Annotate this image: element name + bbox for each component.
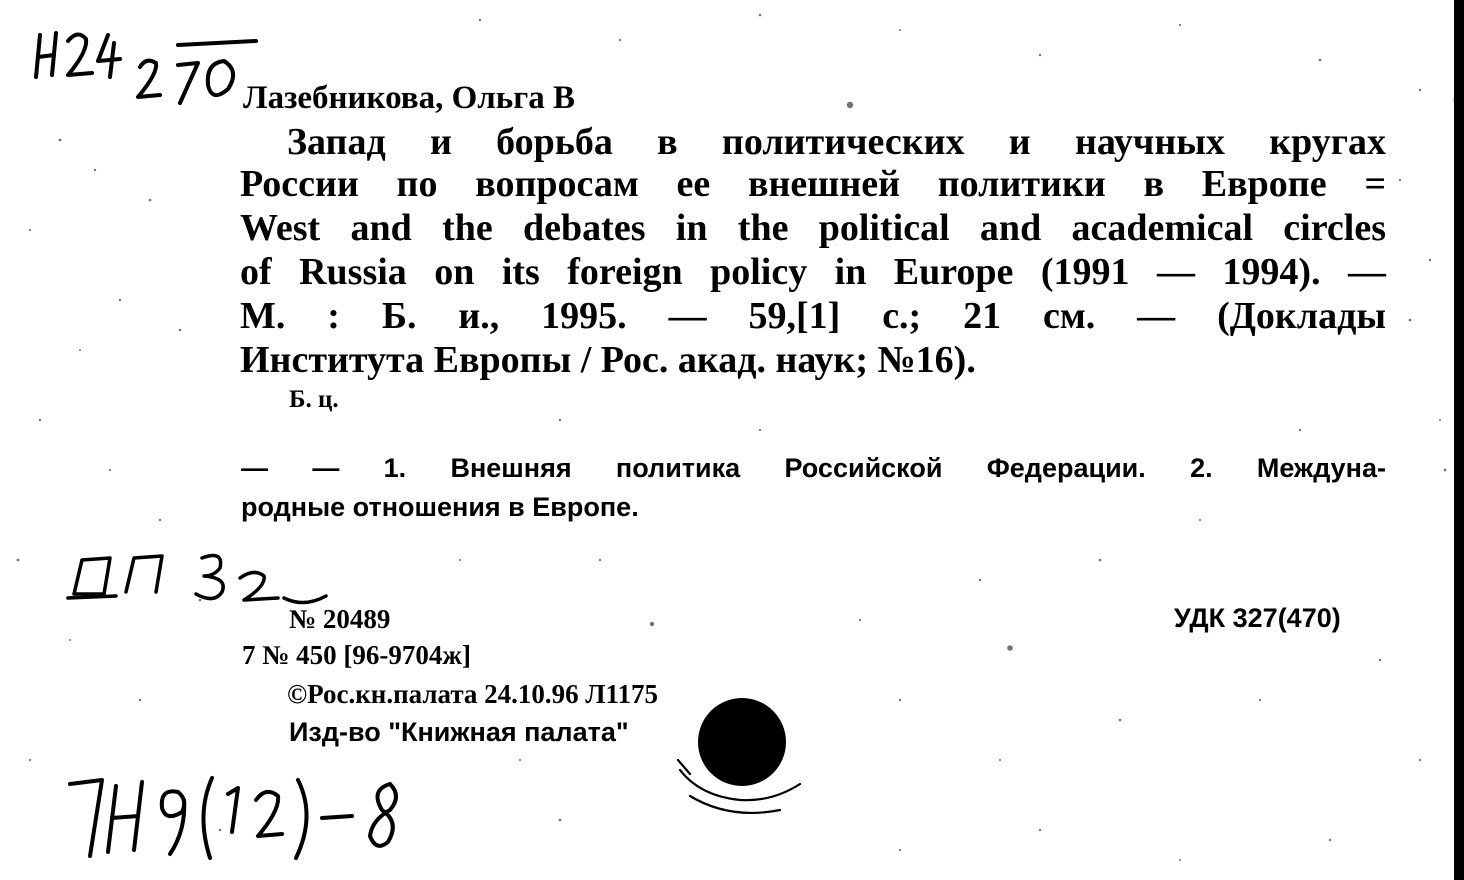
imprint-line: М. : Б. и., 1995. — 59,[1] с.; 21 см. — (Доклады <box>240 295 1386 337</box>
title-line-1: Запад и борьба в политических и научных кругах <box>287 121 1386 163</box>
handwritten-code-bottom <box>60 760 440 870</box>
series-line: Института Европы / Рос. акад. наук; №16). <box>240 339 976 381</box>
udk-code: УДК 327(470) <box>1174 603 1341 633</box>
card-edge-shadow <box>1454 0 1464 880</box>
author-heading: Лазебникова, Ольга В <box>243 80 575 116</box>
registration-number: № 20489 <box>289 604 391 634</box>
handwritten-code-bottom-text: ГН9(12)-8 <box>60 760 65 761</box>
subject-headings-line-2: родные отношения в Европе. <box>241 492 639 522</box>
subject-headings-line-1: — — 1. Внешняя политика Российской Федерации. 2. Междуна- <box>241 453 1386 483</box>
handwritten-code-top <box>28 15 268 115</box>
handwritten-code-top-text: Н24 270 <box>28 15 32 16</box>
title-line-2: России по вопросам ее внешней политики в Европе = <box>240 163 1386 205</box>
punch-hole-tear-marks <box>660 740 820 830</box>
handwritten-code-middle-text: ДП 32 <box>64 540 67 541</box>
handwritten-code-middle <box>64 540 344 610</box>
publisher-line: Изд-во "Книжная палата" <box>289 717 629 747</box>
copyright-line: ©Рос.кн.палата 24.10.96 Л1175 <box>287 679 659 709</box>
title-line-3: West and the debates in the political and academical circles <box>240 207 1386 249</box>
title-line-4: of Russia on its foreign policy in Europe (1991 — 1994). — <box>240 251 1386 293</box>
price-note: Б. ц. <box>289 386 339 413</box>
card-number: 7 № 450 [96-9704ж] <box>242 640 471 670</box>
